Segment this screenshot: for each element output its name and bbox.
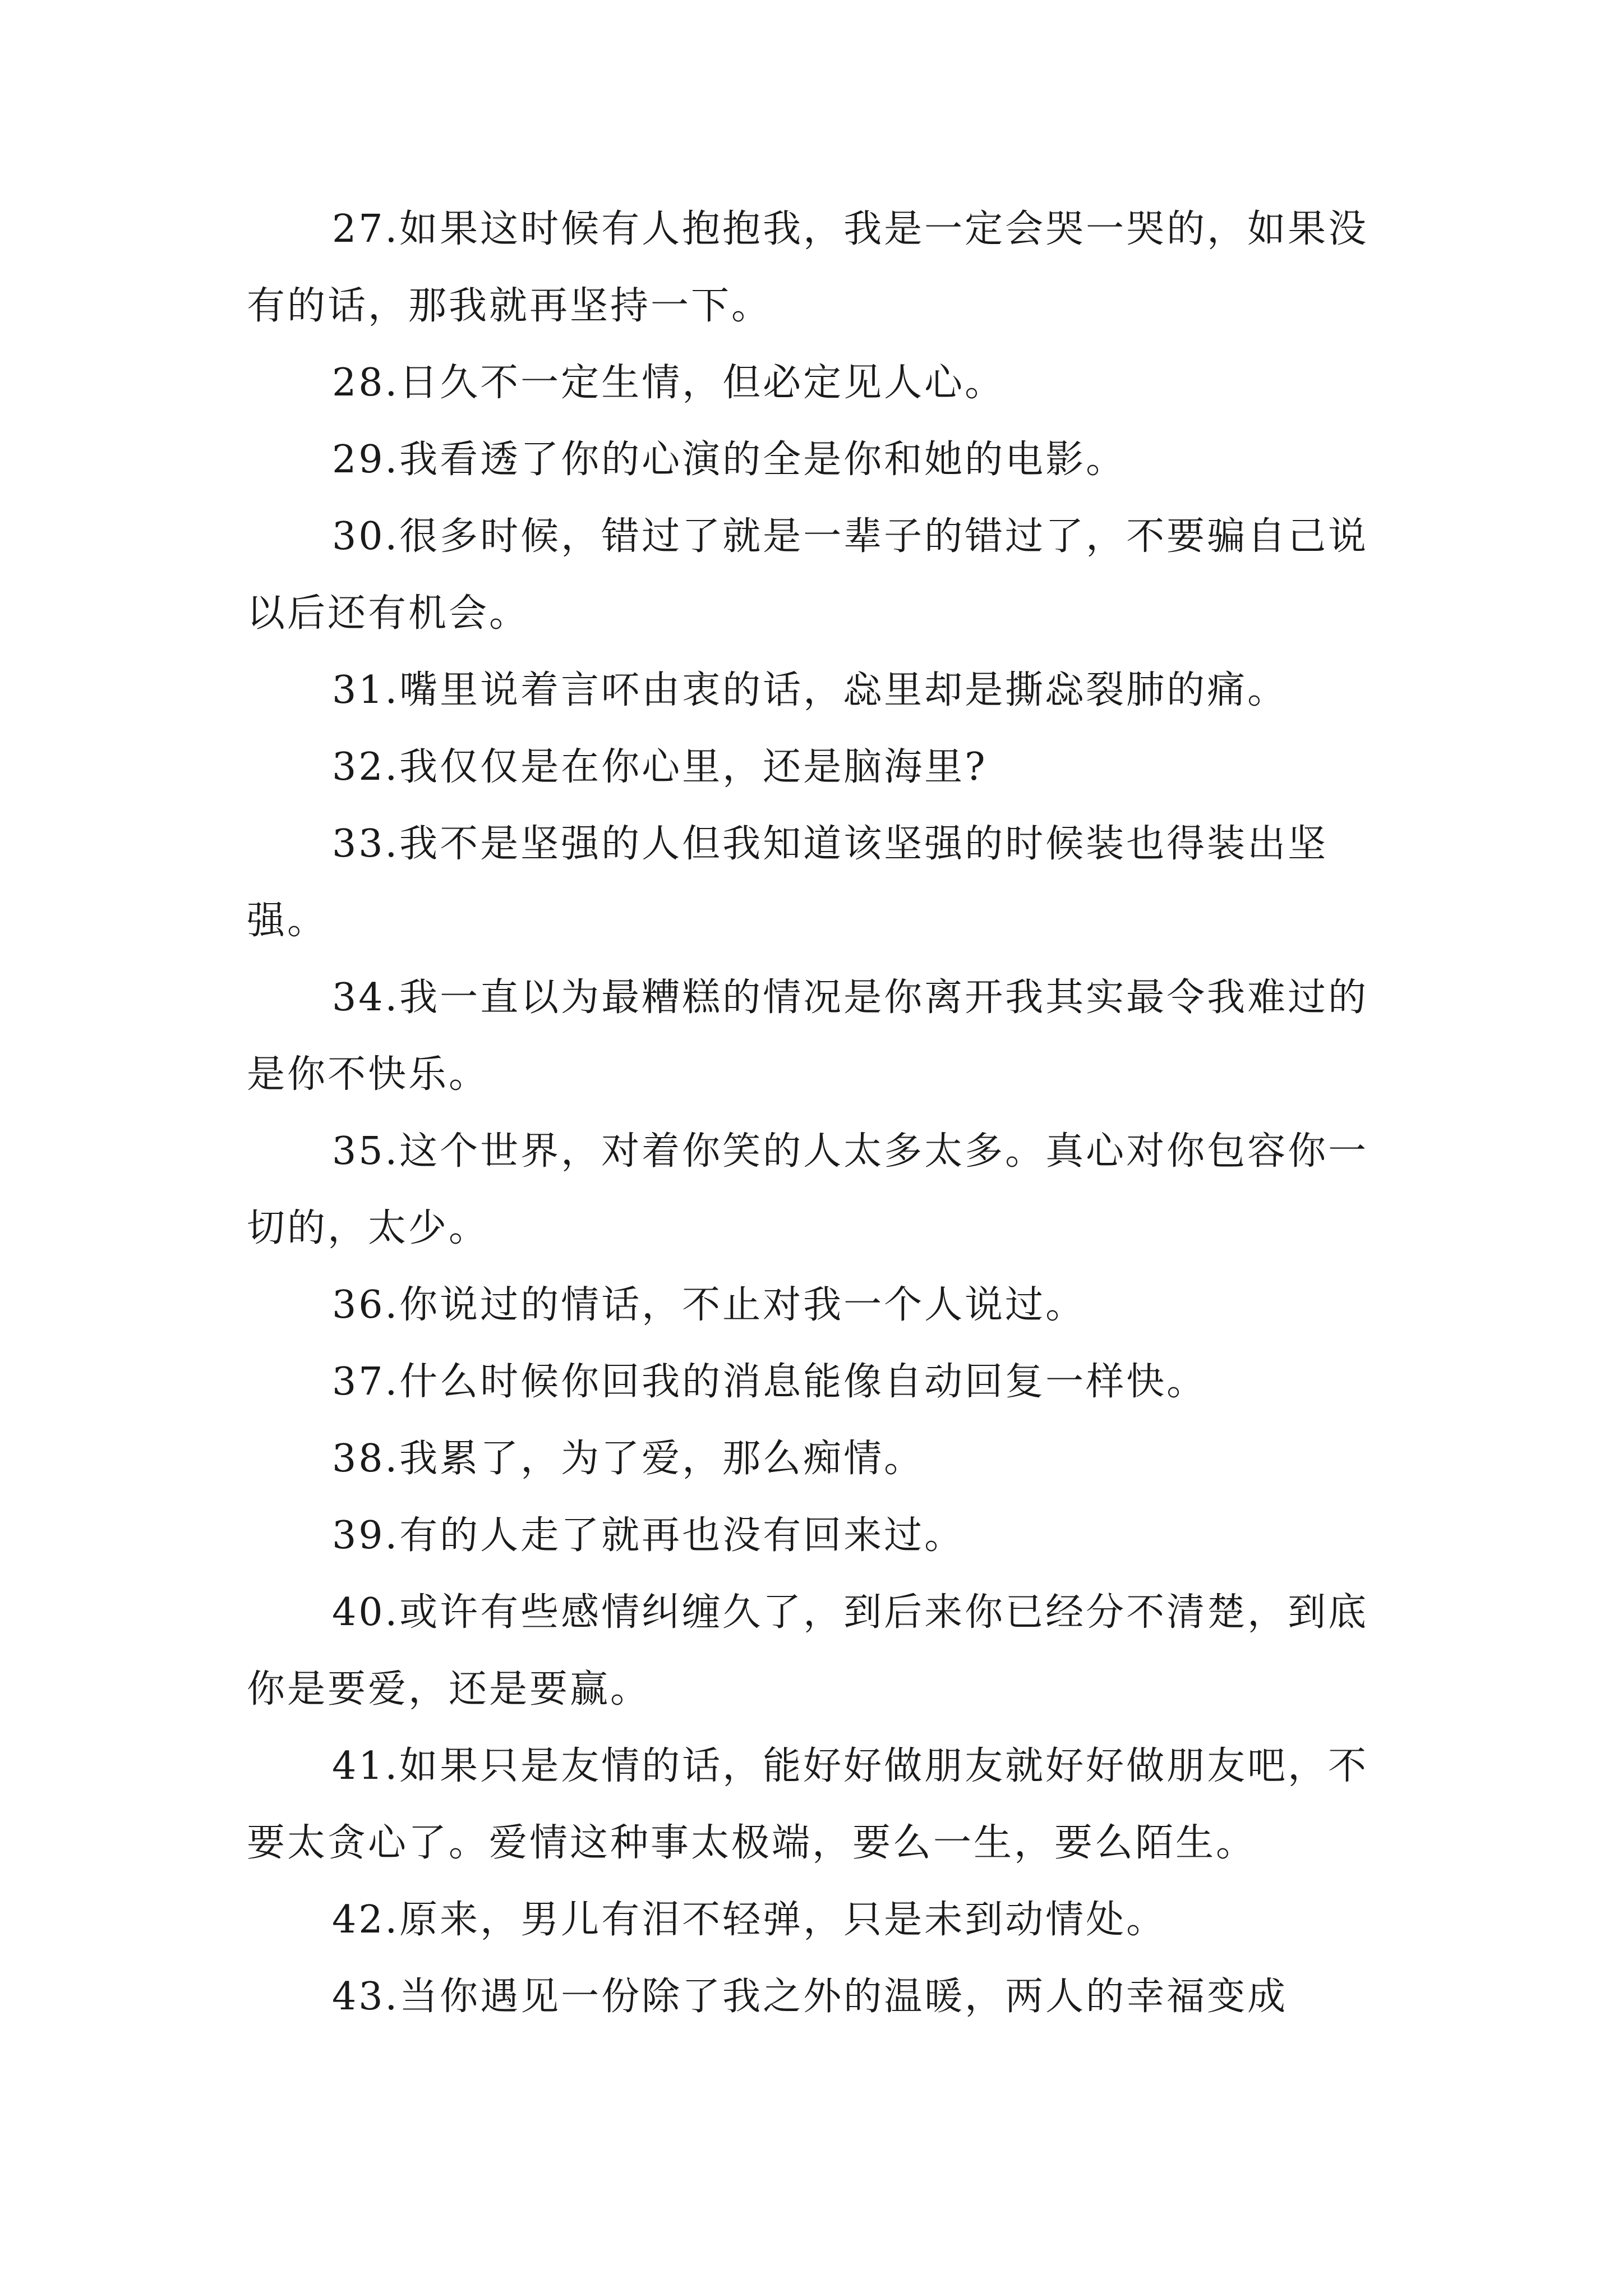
- paragraph-30: 30.很多时候，错过了就是一辈子的错过了，不要骗自己说以后还有机会。: [247, 514, 1369, 636]
- paragraph-35: 35.这个世界，对着你笑的人太多太多。真心对你包容你一切的，太少。: [247, 1129, 1369, 1250]
- paragraph-29: 29.我看透了你的心演的全是你和她的电影。: [332, 438, 1127, 482]
- paragraph-33: 33.我不是坚强的人但我知道该坚强的时候装也得装出坚强。: [247, 822, 1329, 943]
- paragraph-39: 39.有的人走了就再也没有回来过。: [332, 1513, 965, 1558]
- paragraph-43: 43.当你遇见一份除了我之外的温暖，两人的幸福变成: [332, 1975, 1288, 2019]
- paragraph-31: 31.嘴里说着言吥由衷的话，惢里却是撕惢裂肺的痛。: [332, 668, 1288, 712]
- paragraph-38: 38.我累了，为了爱，那么痴情。: [332, 1437, 925, 1481]
- paragraph-40: 40.或许有些感情纠缠久了，到后来你已经分不清楚，到底你是要爱，还是要赢。: [247, 1590, 1369, 1711]
- document-body: [247, 191, 1402, 2035]
- paragraph-36: 36.你说过的情话，不止对我一个人说过。: [332, 1283, 1086, 1327]
- paragraph-27: 27.如果这时候有人抱抱我，我是一定会哭一哭的，如果没有的话，那我就再坚持一下。: [247, 207, 1369, 328]
- paragraph-42: 42.原来，男儿有泪不轻弹，只是未到动情处。: [332, 1898, 1167, 1942]
- paragraph-41: 41.如果只是友情的话，能好好做朋友就好好做朋友吧，不要太贪心了。爱情这种事太极端，要么一生，要么陌生。: [247, 1744, 1369, 1865]
- paragraph-37: 37.什么时候你回我的消息能像自动回复一样快。: [332, 1360, 1207, 1404]
- paragraph-28: 28.日久不一定生情，但必定见人心。: [332, 361, 1006, 405]
- paragraph-34: 34.我一直以为最糟糕的情况是你离开我其实最令我难过的是你不快乐。: [247, 976, 1369, 1097]
- paragraph-32: 32.我仅仅是在你心里，还是脑海里?: [332, 745, 988, 789]
